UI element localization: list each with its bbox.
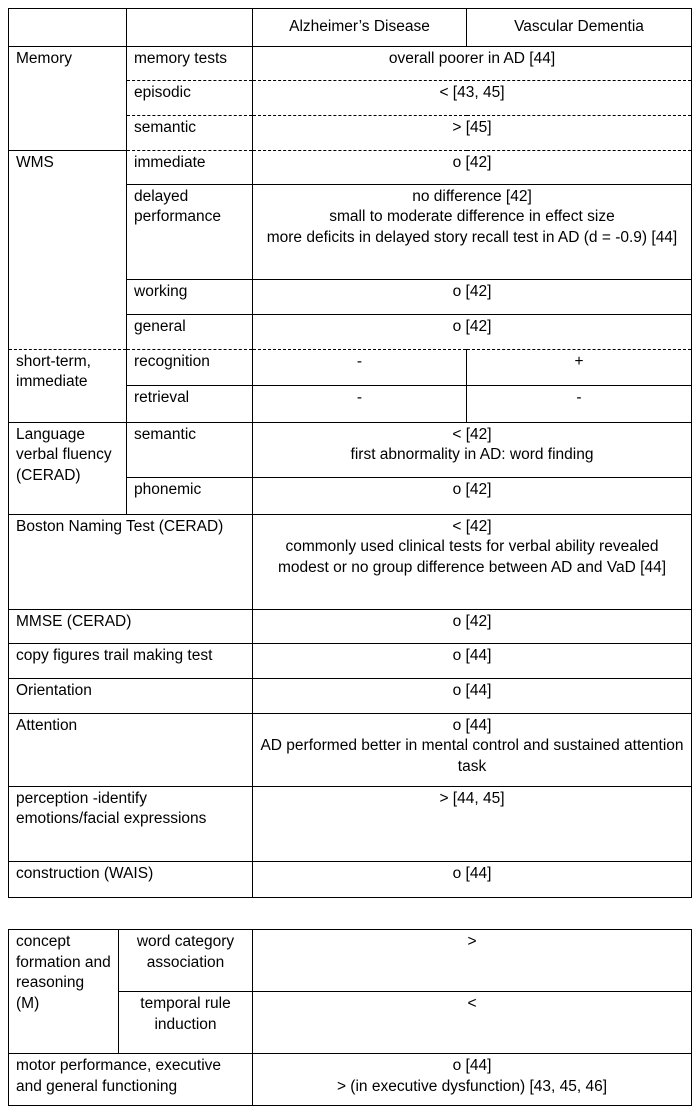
value-copy: o [44] — [253, 643, 692, 678]
value-retrieval-vad: - — [467, 385, 692, 422]
row-label-concept: concept formation and reasoning (M) — [9, 930, 119, 1054]
semantic-line-1: < [42] — [452, 425, 492, 443]
attention-line-2: AD performed better in mental control and sustained attention task — [260, 737, 684, 775]
value-episodic: < [43, 45] — [253, 80, 692, 115]
table-row — [9, 150, 692, 184]
row-label-perception: perception -identify emotions/facial expressions — [9, 786, 253, 861]
sublabel-episodic: episodic — [127, 80, 253, 115]
row-label-boston: Boston Naming Test (CERAD) — [9, 514, 253, 609]
attention-line-1: o [44] — [452, 716, 492, 734]
motor-line-2: > (in executive dysfunction) [43, 45, 46] — [336, 1077, 608, 1095]
value-recognition-ad: - — [253, 349, 467, 385]
table-row — [9, 786, 692, 861]
header-row — [9, 9, 692, 47]
row-label-orientation: Orientation — [9, 678, 253, 713]
delayed-line-3: more deficits in delayed story recall test in AD (d = -0.9) [44] — [266, 228, 678, 246]
value-temporal-rule: < — [253, 992, 692, 1054]
row-label-attention: Attention — [9, 713, 253, 786]
value-delayed-performance — [253, 184, 692, 279]
value-orientation: o [44] — [253, 678, 692, 713]
sublabel-delayed-performance: delayed performance — [127, 184, 253, 279]
comparison-table-continued — [8, 929, 692, 1106]
boston-line-1: < [42] — [452, 517, 492, 535]
motor-line-1: o [44] — [452, 1057, 492, 1074]
sublabel-semantic-memory: semantic — [127, 115, 253, 150]
table-row — [9, 643, 692, 678]
header-empty-cell — [9, 9, 127, 47]
value-recognition-vad: + — [467, 349, 692, 385]
sublabel-memory-tests: memory tests — [127, 46, 253, 80]
value-retrieval-ad: - — [253, 385, 467, 422]
value-word-category: > — [253, 930, 692, 992]
header-empty-cell-2 — [127, 9, 253, 47]
table-row — [9, 514, 692, 609]
row-label-language: Language verbal fluency (CERAD) — [9, 422, 127, 514]
row-label-copy: copy figures trail making test — [9, 643, 253, 678]
value-construction: o [44] — [253, 861, 692, 897]
value-general: o [42] — [253, 314, 692, 349]
table-row — [9, 349, 692, 385]
sublabel-semantic-fluency: semantic — [127, 422, 253, 477]
header-vascular-dementia: Vascular Dementia — [467, 9, 692, 47]
row-label-short-term: short-term, immediate — [9, 349, 127, 422]
header-alzheimers: Alzheimer’s Disease — [253, 9, 467, 47]
sublabel-retrieval: retrieval — [127, 385, 253, 422]
table-row — [9, 609, 692, 643]
sublabel-recognition: recognition — [127, 349, 253, 385]
table-row — [9, 713, 692, 786]
row-label-wms: WMS — [9, 150, 127, 349]
value-semantic-fluency — [253, 422, 692, 477]
sublabel-immediate: immediate — [127, 150, 253, 184]
table-row — [9, 46, 692, 80]
value-memory-tests: overall poorer in AD [44] — [253, 46, 692, 80]
table-row — [9, 1054, 692, 1106]
delayed-line-1: no difference [42] — [412, 187, 532, 205]
table-row — [9, 930, 692, 992]
row-label-motor: motor performance, executive and general functioning — [9, 1054, 253, 1106]
value-working: o [42] — [253, 279, 692, 314]
table-row — [9, 861, 692, 897]
value-attention — [253, 713, 692, 786]
value-immediate: o [42] — [253, 150, 692, 184]
boston-line-2: commonly used clinical tests for verbal ability revealed modest or no group difference between AD and VaD [44] — [277, 538, 667, 576]
sublabel-word-category: word category association — [119, 930, 253, 992]
value-semantic-memory: > [45] — [253, 115, 692, 150]
sublabel-temporal-rule: temporal rule induction — [119, 992, 253, 1054]
sublabel-working: working — [127, 279, 253, 314]
value-perception: > [44, 45] — [253, 786, 692, 861]
table-row — [9, 422, 692, 477]
table-row — [9, 678, 692, 713]
value-boston — [253, 514, 692, 609]
value-phonemic: o [42] — [253, 477, 692, 514]
row-label-construction: construction (WAIS) — [9, 861, 253, 897]
value-mmse: o [42] — [253, 609, 692, 643]
comparison-table — [8, 8, 692, 898]
row-label-memory: Memory — [9, 46, 127, 150]
delayed-line-2: small to moderate difference in effect size — [329, 208, 615, 226]
value-motor — [253, 1054, 692, 1106]
semantic-line-2: first abnormality in AD: word finding — [350, 446, 594, 464]
sublabel-phonemic: phonemic — [127, 477, 253, 514]
sublabel-general: general — [127, 314, 253, 349]
row-label-mmse: MMSE (CERAD) — [9, 609, 253, 643]
